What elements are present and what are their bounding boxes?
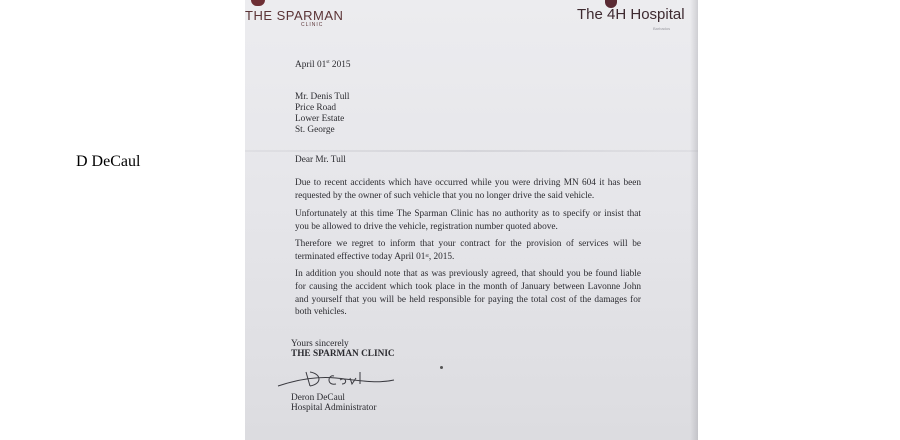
clinic-logo-mark (251, 0, 265, 6)
address-line: Price Road (295, 103, 337, 113)
4h-hospital-logo (577, 2, 692, 30)
hospital-logo-name: The 4H Hospital (577, 6, 685, 23)
paragraph-2: Unfortunately at this time The Sparman Clinic has no authority as to specify or insist that you be allowed to drive the vehicle, registration number quoted above. (295, 209, 641, 232)
salutation: Dear Mr. Tull (295, 155, 346, 165)
address-line: Mr. Denis Tull (295, 92, 350, 102)
signer-title: Hospital Administrator (291, 403, 377, 413)
signer-name: Deron DeCaul (291, 393, 345, 403)
clinic-logo-sub: CLINIC (301, 22, 324, 28)
hospital-logo-tag: Barbados (653, 26, 671, 31)
signature-text: D DeCaul (76, 153, 141, 170)
paper-fold (245, 150, 698, 152)
letter-page (76, 0, 698, 440)
address-line: Lower Estate (295, 114, 345, 124)
paragraph-1: Due to recent accidents which have occurred while you were driving MN 604 it has been requested by the owner of such vehicle that you no longer drive the said vehicle. (295, 178, 641, 201)
paper-edge-shadow (690, 0, 698, 440)
paragraph-4: In addition you should note that as was previously agreed, that should you be found liable for causing the accident which took place in the month of January between Lavonne John and yourself that you will be held responsible for paying the total cost of the damages for both vehicles. (295, 269, 641, 318)
closing: Yours sincerely (291, 339, 349, 349)
letter-date: April 01st 2015 (295, 60, 351, 70)
ink-dot (440, 366, 443, 369)
sparman-clinic-logo (245, 4, 355, 26)
clinic-logo-name: THE SPARMAN (245, 8, 344, 23)
address-line: St. George (295, 125, 335, 135)
paragraph-3: Therefore we regret to inform that your contract for the provision of services will be terminated effective today April 01st, 2015. (295, 239, 641, 262)
org-name: THE SPARMAN CLINIC (291, 349, 395, 359)
